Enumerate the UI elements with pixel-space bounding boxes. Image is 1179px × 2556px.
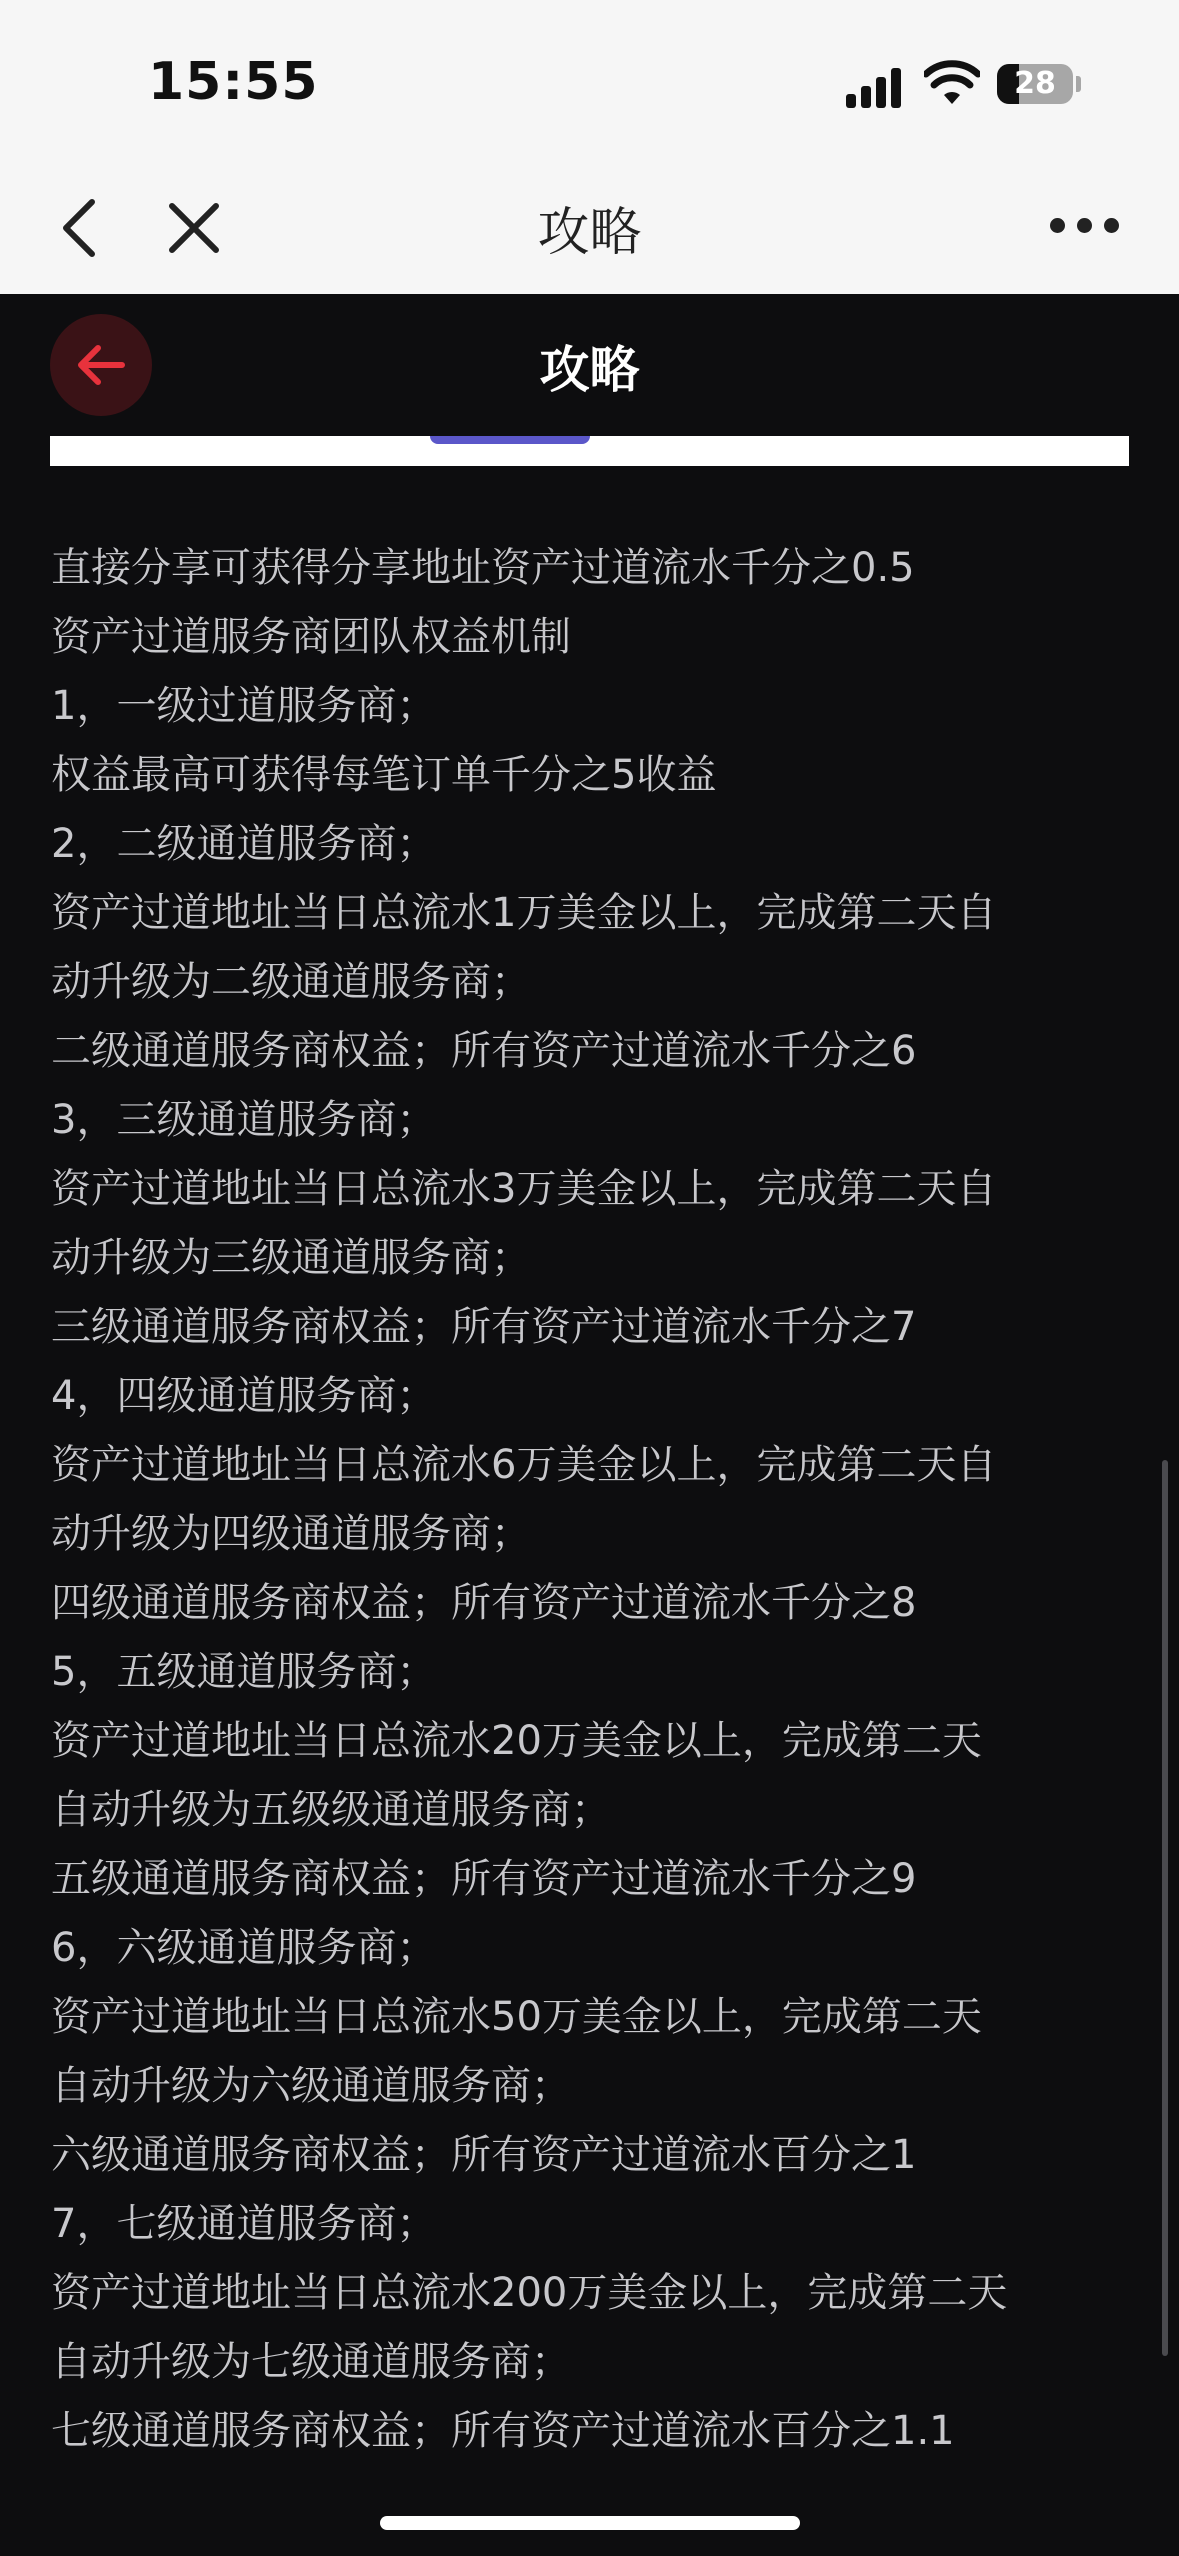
- paragraph-line: 动升级为四级通道服务商；: [51, 1511, 531, 1557]
- paragraph-line: 六级通道服务商权益；所有资产过道流水百分之1: [51, 2132, 917, 2178]
- banner-image-edge: [430, 436, 590, 444]
- paragraph-line: 资产过道服务商团队权益机制: [51, 614, 571, 660]
- paragraph-line: 四级通道服务商权益；所有资产过道流水千分之8: [51, 1580, 917, 1626]
- home-indicator[interactable]: [380, 2516, 800, 2530]
- paragraph-line: 二级通道服务商权益；所有资产过道流水千分之6: [51, 1028, 917, 1074]
- paragraph-line: 资产过道地址当日总流水50万美金以上，完成第二天: [51, 1994, 982, 2040]
- paragraph-line: 3，三级通道服务商；: [51, 1097, 437, 1143]
- paragraph-line: 自动升级为五级级通道服务商；: [51, 1787, 611, 1833]
- browser-title: 攻略: [537, 203, 642, 263]
- more-horizontal-icon[interactable]: [1050, 214, 1120, 238]
- paragraph-line: 动升级为三级通道服务商；: [51, 1235, 531, 1281]
- paragraph-line: 五级通道服务商权益；所有资产过道流水千分之9: [51, 1856, 917, 1902]
- paragraph-line: 4，四级通道服务商；: [51, 1373, 437, 1419]
- paragraph-line: 自动升级为六级通道服务商；: [51, 2063, 571, 2109]
- paragraph-line: 动升级为二级通道服务商；: [51, 959, 531, 1005]
- battery-level: 28: [1014, 66, 1056, 101]
- article-body: [51, 534, 1151, 2466]
- battery-icon: [997, 64, 1073, 104]
- page-title: 攻略: [539, 341, 640, 399]
- paragraph-line: 1，一级过道服务商；: [51, 683, 437, 729]
- paragraph-line: 2，二级通道服务商；: [51, 821, 437, 867]
- paragraph-line: 6，六级通道服务商；: [51, 1925, 437, 1971]
- banner-image: [50, 436, 1129, 466]
- paragraph-line: 资产过道地址当日总流水1万美金以上，完成第二天自: [51, 890, 997, 936]
- paragraph-line: 三级通道服务商权益；所有资产过道流水千分之7: [51, 1304, 917, 1350]
- paragraph-line: 自动升级为七级通道服务商；: [51, 2339, 571, 2385]
- paragraph-line: 资产过道地址当日总流水6万美金以上，完成第二天自: [51, 1442, 997, 1488]
- paragraph-line: 5，五级通道服务商；: [51, 1649, 437, 1695]
- status-time: 15:55: [148, 52, 319, 112]
- cellular-signal-icon: [846, 64, 906, 108]
- paragraph-line: 七级通道服务商权益；所有资产过道流水百分之1.1: [51, 2408, 955, 2454]
- scrollbar[interactable]: [1162, 1460, 1168, 2356]
- paragraph-line: 资产过道地址当日总流水20万美金以上，完成第二天: [51, 1718, 982, 1764]
- paragraph-line: 权益最高可获得每笔订单千分之5收益: [51, 752, 717, 798]
- paragraph-line: 资产过道地址当日总流水3万美金以上，完成第二天自: [51, 1166, 997, 1212]
- paragraph-line: 资产过道地址当日总流水200万美金以上，完成第二天: [51, 2270, 1008, 2316]
- paragraph-line: 直接分享可获得分享地址资产过道流水千分之0.5: [51, 545, 915, 591]
- wifi-icon: [924, 60, 980, 108]
- paragraph-line: 7，七级通道服务商；: [51, 2201, 437, 2247]
- battery-cap: [1076, 76, 1081, 92]
